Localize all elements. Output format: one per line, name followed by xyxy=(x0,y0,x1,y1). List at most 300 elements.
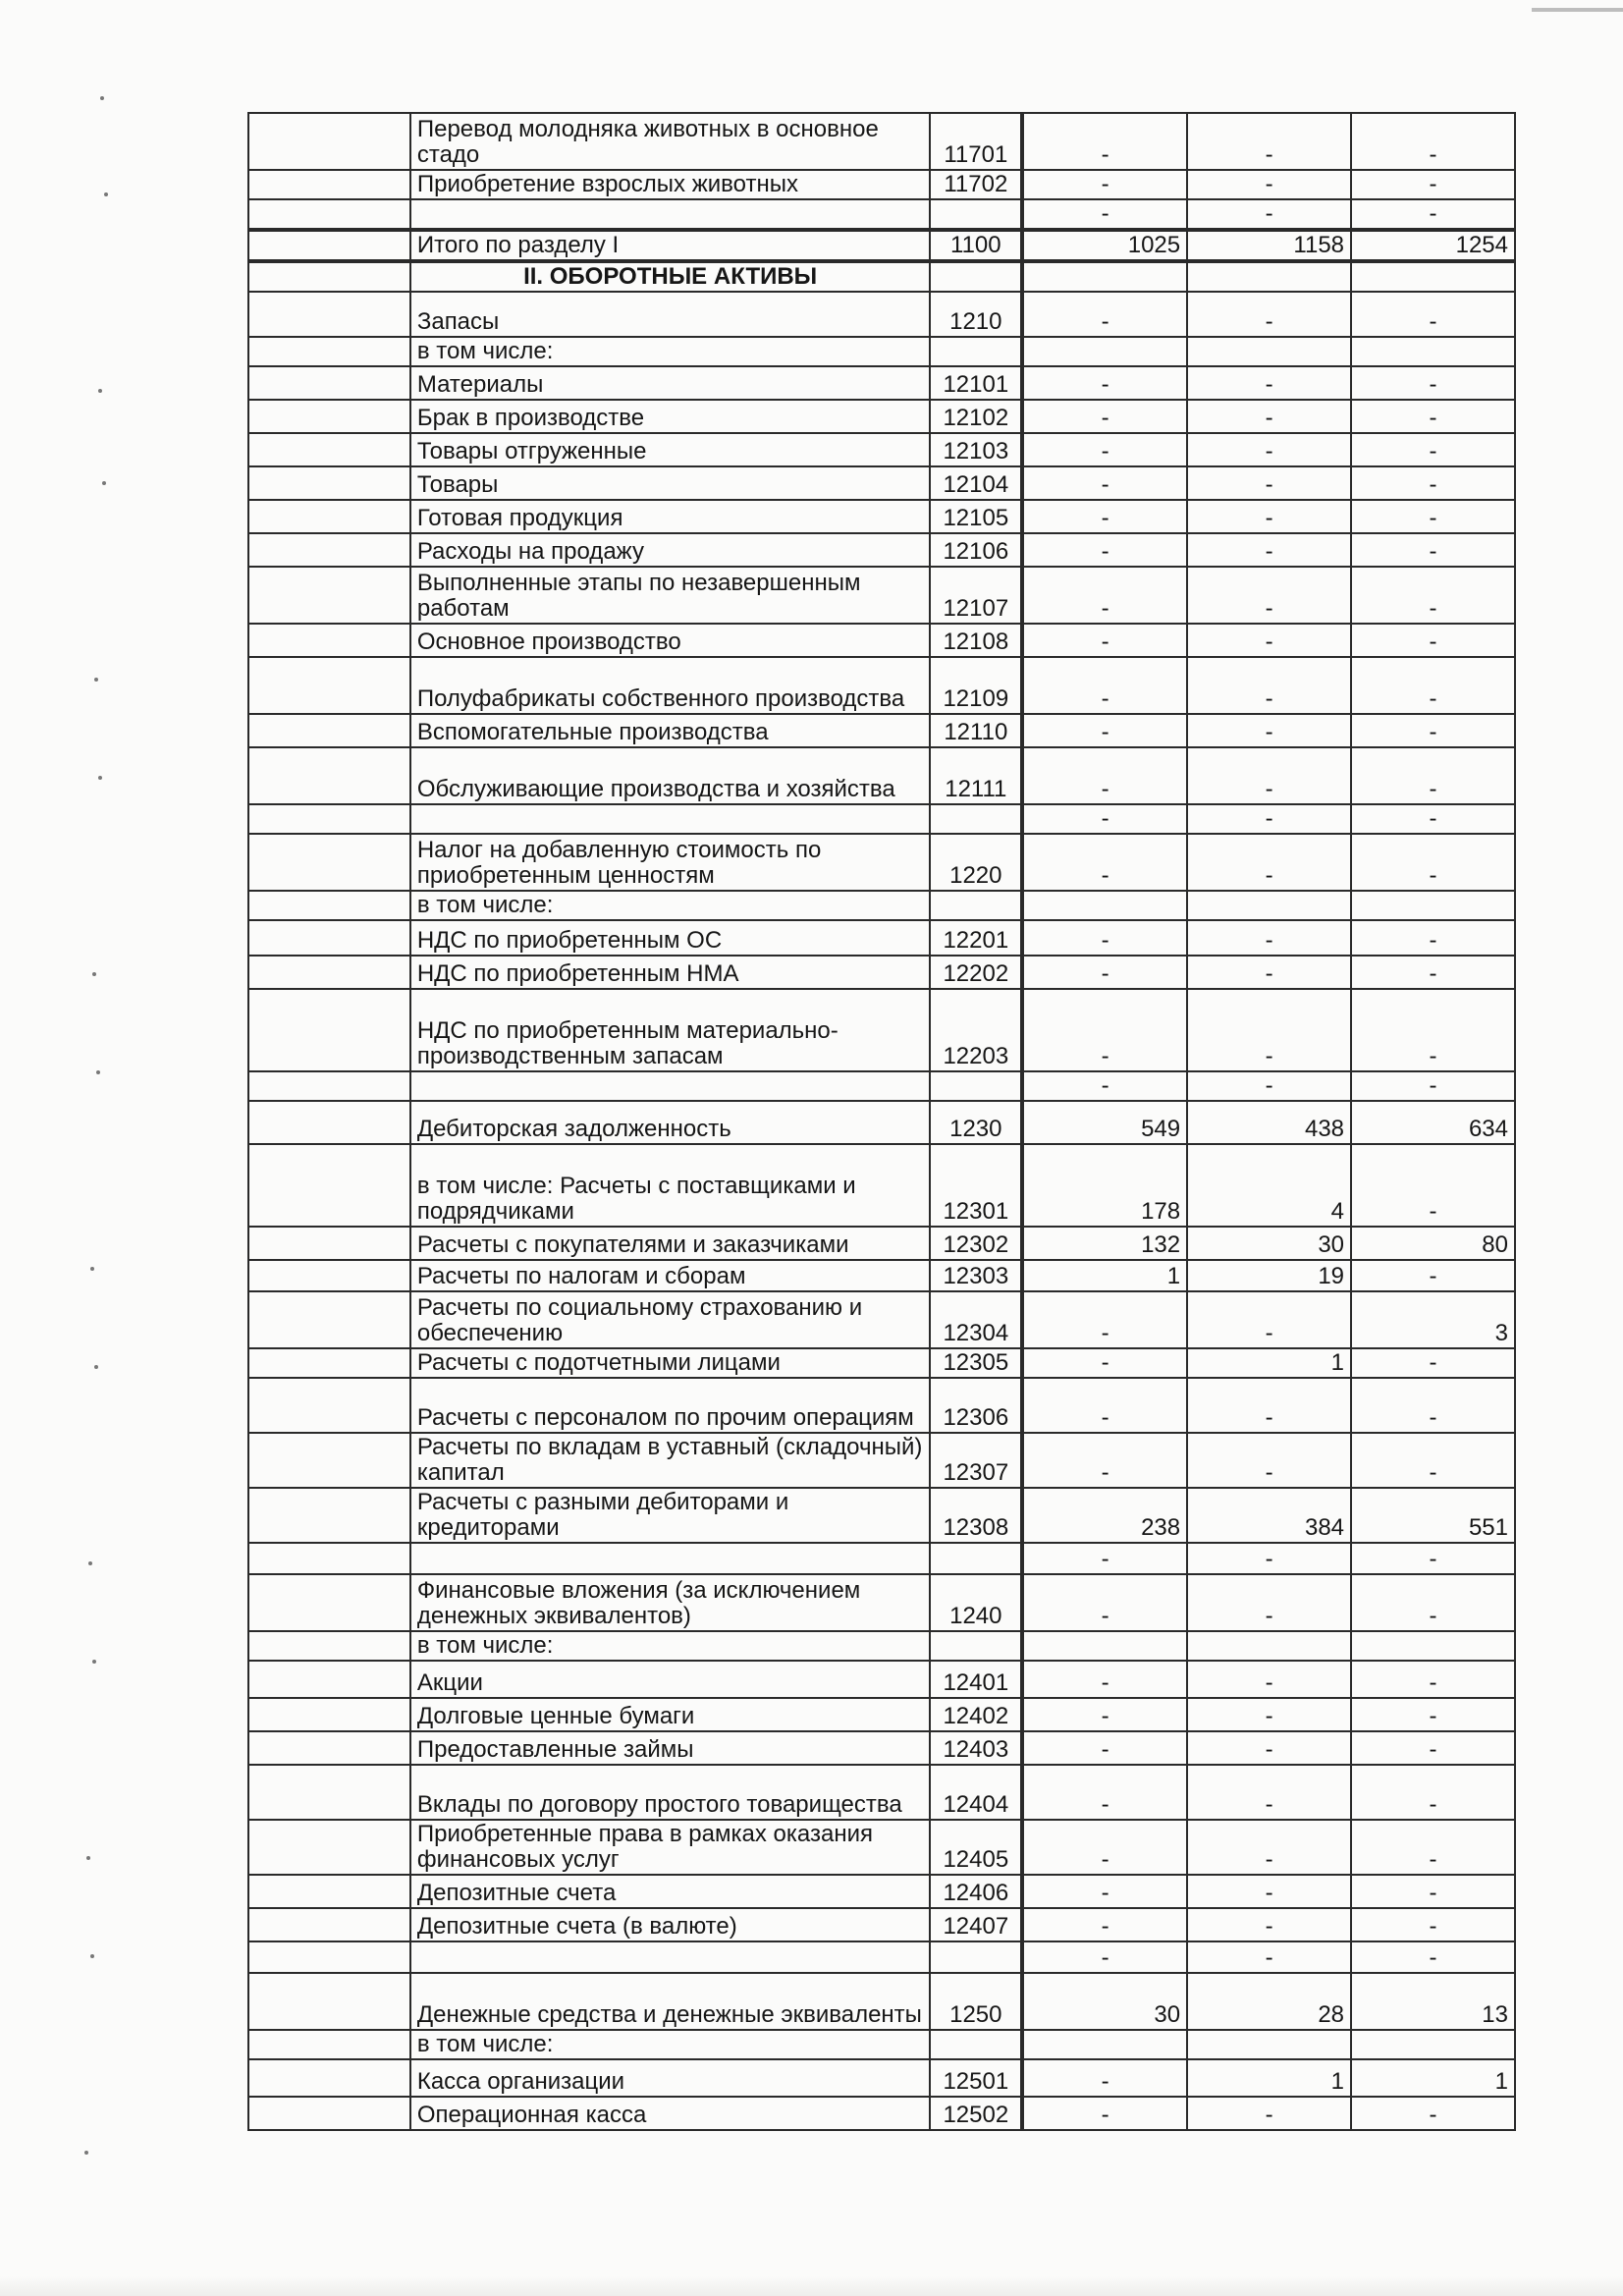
value-cell-2: - xyxy=(1187,1941,1351,1973)
left-margin-cell xyxy=(248,1348,410,1378)
table-row xyxy=(248,1488,1515,1543)
binding-hole xyxy=(90,1267,94,1271)
row-code: 1210 xyxy=(930,292,1022,337)
row-label: Обслуживающие производства и хозяйства xyxy=(410,747,931,804)
balance-sheet-rows xyxy=(248,113,1515,2130)
row-code xyxy=(930,1941,1022,1973)
value-cell-2: 384 xyxy=(1187,1488,1351,1543)
table-row xyxy=(248,1291,1515,1348)
row-label: Полуфабрикаты собственного производства xyxy=(410,657,931,714)
value-cell-1: - xyxy=(1022,1765,1187,1820)
value-cell-3: - xyxy=(1351,466,1515,500)
row-code: 12501 xyxy=(930,2059,1022,2097)
left-margin-cell xyxy=(248,1631,410,1661)
row-code: 12403 xyxy=(930,1731,1022,1765)
row-label: Долговые ценные бумаги xyxy=(410,1698,931,1731)
table-row xyxy=(248,834,1515,891)
binding-hole xyxy=(96,1070,100,1074)
row-code: 12103 xyxy=(930,433,1022,466)
value-cell-3: 3 xyxy=(1351,1291,1515,1348)
table-row xyxy=(248,466,1515,500)
value-cell-1: - xyxy=(1022,366,1187,400)
value-cell-1: - xyxy=(1022,989,1187,1071)
left-margin-cell xyxy=(248,891,410,920)
value-cell-2: - xyxy=(1187,1661,1351,1698)
left-margin-cell xyxy=(248,1908,410,1941)
row-code: 12502 xyxy=(930,2097,1022,2130)
row-code: 12105 xyxy=(930,500,1022,533)
left-margin-cell xyxy=(248,1291,410,1348)
row-code: 12306 xyxy=(930,1378,1022,1433)
value-cell-1: - xyxy=(1022,500,1187,533)
row-code: 12104 xyxy=(930,466,1022,500)
value-cell-1: - xyxy=(1022,1908,1187,1941)
row-label: Запасы xyxy=(410,292,931,337)
row-label: Депозитные счета (в валюте) xyxy=(410,1908,931,1941)
value-cell-2: - xyxy=(1187,747,1351,804)
row-label: Депозитные счета xyxy=(410,1875,931,1908)
row-code xyxy=(930,1631,1022,1661)
value-cell-3: - xyxy=(1351,1348,1515,1378)
value-cell-1: - xyxy=(1022,113,1187,170)
value-cell-1 xyxy=(1022,337,1187,366)
left-margin-cell xyxy=(248,2030,410,2059)
value-cell-2: - xyxy=(1187,1820,1351,1875)
value-cell-3: - xyxy=(1351,1765,1515,1820)
value-cell-3: - xyxy=(1351,567,1515,624)
value-cell-2: 4 xyxy=(1187,1144,1351,1227)
row-code: 1230 xyxy=(930,1101,1022,1144)
value-cell-3: - xyxy=(1351,834,1515,891)
table-row xyxy=(248,1908,1515,1941)
value-cell-2: - xyxy=(1187,1908,1351,1941)
value-cell-3: - xyxy=(1351,1661,1515,1698)
value-cell-2: - xyxy=(1187,1574,1351,1631)
value-cell-3: - xyxy=(1351,1875,1515,1908)
value-cell-1: 238 xyxy=(1022,1488,1187,1543)
left-margin-cell xyxy=(248,1227,410,1260)
value-cell-2: - xyxy=(1187,500,1351,533)
value-cell-1: - xyxy=(1022,1820,1187,1875)
value-cell-3: - xyxy=(1351,1941,1515,1973)
value-cell-3: - xyxy=(1351,366,1515,400)
left-margin-cell xyxy=(248,1973,410,2030)
scan-bottom-shadow xyxy=(0,2276,1623,2296)
value-cell-3: 80 xyxy=(1351,1227,1515,1260)
table-row xyxy=(248,714,1515,747)
binding-hole xyxy=(92,1660,96,1664)
row-code xyxy=(930,1543,1022,1574)
value-cell-1: 549 xyxy=(1022,1101,1187,1144)
value-cell-1: - xyxy=(1022,1875,1187,1908)
table-row xyxy=(248,657,1515,714)
value-cell-2: 1 xyxy=(1187,1348,1351,1378)
value-cell-2: - xyxy=(1187,834,1351,891)
table-row xyxy=(248,1433,1515,1488)
value-cell-3: - xyxy=(1351,1260,1515,1291)
left-margin-cell xyxy=(248,1875,410,1908)
value-cell-3: - xyxy=(1351,747,1515,804)
value-cell-3 xyxy=(1351,891,1515,920)
value-cell-3: - xyxy=(1351,199,1515,230)
left-margin-cell xyxy=(248,1941,410,1973)
left-margin-cell xyxy=(248,834,410,891)
value-cell-2: - xyxy=(1187,433,1351,466)
left-margin-cell xyxy=(248,956,410,989)
table-row xyxy=(248,2059,1515,2097)
row-label: Расчеты по вкладам в уставный (складочный) капитал xyxy=(410,1433,931,1488)
value-cell-2: - xyxy=(1187,292,1351,337)
row-label: НДС по приобретенным НМА xyxy=(410,956,931,989)
value-cell-1: - xyxy=(1022,1291,1187,1348)
left-margin-cell xyxy=(248,366,410,400)
row-label: в том числе: xyxy=(410,891,931,920)
table-row xyxy=(248,533,1515,567)
value-cell-2: - xyxy=(1187,624,1351,657)
left-margin-cell xyxy=(248,1101,410,1144)
binding-hole xyxy=(100,96,104,100)
left-margin-cell xyxy=(248,1765,410,1820)
left-margin-cell xyxy=(248,1071,410,1101)
row-label: Итого по разделу I xyxy=(410,230,931,261)
left-margin-cell xyxy=(248,261,410,292)
table-row xyxy=(248,1765,1515,1820)
row-label: в том числе: xyxy=(410,337,931,366)
left-margin-cell xyxy=(248,1731,410,1765)
value-cell-1: - xyxy=(1022,657,1187,714)
value-cell-2: - xyxy=(1187,989,1351,1071)
value-cell-1: - xyxy=(1022,747,1187,804)
table-row xyxy=(248,1973,1515,2030)
row-label: Вспомогательные производства xyxy=(410,714,931,747)
value-cell-2: - xyxy=(1187,956,1351,989)
value-cell-3: - xyxy=(1351,1543,1515,1574)
left-margin-cell xyxy=(248,920,410,956)
value-cell-1: - xyxy=(1022,292,1187,337)
value-cell-2: - xyxy=(1187,2097,1351,2130)
left-margin-cell xyxy=(248,1820,410,1875)
value-cell-1: - xyxy=(1022,466,1187,500)
row-code: 12307 xyxy=(930,1433,1022,1488)
left-margin-cell xyxy=(248,170,410,199)
value-cell-2: - xyxy=(1187,199,1351,230)
left-margin-cell xyxy=(248,714,410,747)
row-label: Материалы xyxy=(410,366,931,400)
value-cell-3 xyxy=(1351,337,1515,366)
section-title: II. ОБОРОТНЫЕ АКТИВЫ xyxy=(410,261,931,292)
row-label: в том числе: xyxy=(410,1631,931,1661)
left-margin-cell xyxy=(248,1698,410,1731)
binding-hole xyxy=(86,1856,90,1860)
left-margin-cell xyxy=(248,1144,410,1227)
value-cell-3: 13 xyxy=(1351,1973,1515,2030)
table-row xyxy=(248,366,1515,400)
left-margin-cell xyxy=(248,989,410,1071)
row-label: НДС по приобретенным материально-производственным запасам xyxy=(410,989,931,1071)
row-code: 12308 xyxy=(930,1488,1022,1543)
left-margin-cell xyxy=(248,804,410,834)
value-cell-2: - xyxy=(1187,366,1351,400)
left-margin-cell xyxy=(248,747,410,804)
value-cell-1: - xyxy=(1022,1543,1187,1574)
table-row xyxy=(248,891,1515,920)
table-row xyxy=(248,1631,1515,1661)
row-label: Операционная касса xyxy=(410,2097,931,2130)
row-label: Товары отгруженные xyxy=(410,433,931,466)
row-label: Денежные средства и денежные эквиваленты xyxy=(410,1973,931,2030)
row-code: 1250 xyxy=(930,1973,1022,2030)
binding-hole xyxy=(98,389,102,393)
value-cell-3: - xyxy=(1351,920,1515,956)
left-margin-cell xyxy=(248,1433,410,1488)
value-cell-3: - xyxy=(1351,500,1515,533)
row-code: 12109 xyxy=(930,657,1022,714)
row-code: 12101 xyxy=(930,366,1022,400)
row-label xyxy=(410,1071,931,1101)
row-label: Брак в производстве xyxy=(410,400,931,433)
row-code: 12202 xyxy=(930,956,1022,989)
value-cell-2: - xyxy=(1187,1698,1351,1731)
row-code: 12404 xyxy=(930,1765,1022,1820)
table-row xyxy=(248,1698,1515,1731)
value-cell-1: - xyxy=(1022,199,1187,230)
row-code: 12108 xyxy=(930,624,1022,657)
value-cell-1: - xyxy=(1022,2097,1187,2130)
left-margin-cell xyxy=(248,533,410,567)
row-label: Акции xyxy=(410,1661,931,1698)
left-margin-cell xyxy=(248,199,410,230)
table-row xyxy=(248,1574,1515,1631)
row-label: Расчеты с персоналом по прочим операциям xyxy=(410,1378,931,1433)
row-code xyxy=(930,199,1022,230)
value-cell-3: 551 xyxy=(1351,1488,1515,1543)
value-cell-1: 1 xyxy=(1022,1260,1187,1291)
row-code: 12407 xyxy=(930,1908,1022,1941)
value-cell-1: - xyxy=(1022,920,1187,956)
value-cell-1: - xyxy=(1022,624,1187,657)
row-label: Товары xyxy=(410,466,931,500)
row-label: Расчеты с покупателями и заказчиками xyxy=(410,1227,931,1260)
empty-cell xyxy=(930,261,1022,292)
row-code: 12203 xyxy=(930,989,1022,1071)
row-code: 12302 xyxy=(930,1227,1022,1260)
value-cell-2: - xyxy=(1187,657,1351,714)
left-margin-cell xyxy=(248,500,410,533)
value-cell-3 xyxy=(1351,1631,1515,1661)
empty-cell xyxy=(1187,261,1351,292)
row-code: 12401 xyxy=(930,1661,1022,1698)
value-cell-1: - xyxy=(1022,1574,1187,1631)
value-cell-1: 1025 xyxy=(1022,230,1187,261)
table-row xyxy=(248,624,1515,657)
row-label: Финансовые вложения (за исключением денежных эквивалентов) xyxy=(410,1574,931,1631)
binding-hole xyxy=(84,2151,88,2155)
value-cell-3: - xyxy=(1351,1731,1515,1765)
row-label: Вклады по договору простого товарищества xyxy=(410,1765,931,1820)
row-code xyxy=(930,2030,1022,2059)
table-row xyxy=(248,230,1515,261)
value-cell-3: - xyxy=(1351,2097,1515,2130)
left-margin-cell xyxy=(248,292,410,337)
value-cell-3: - xyxy=(1351,1820,1515,1875)
table-row xyxy=(248,199,1515,230)
left-margin-cell xyxy=(248,230,410,261)
row-label: Расчеты с разными дебиторами и кредиторами xyxy=(410,1488,931,1543)
value-cell-1: - xyxy=(1022,1941,1187,1973)
row-label: в том числе: Расчеты с поставщиками и подрядчиками xyxy=(410,1144,931,1227)
row-label xyxy=(410,804,931,834)
row-label: Приобретение взрослых животных xyxy=(410,170,931,199)
value-cell-1: - xyxy=(1022,834,1187,891)
left-margin-cell xyxy=(248,624,410,657)
value-cell-1: - xyxy=(1022,1433,1187,1488)
value-cell-3: - xyxy=(1351,170,1515,199)
value-cell-3: - xyxy=(1351,657,1515,714)
value-cell-1: - xyxy=(1022,1661,1187,1698)
value-cell-3: 634 xyxy=(1351,1101,1515,1144)
table-row xyxy=(248,1731,1515,1765)
value-cell-3: - xyxy=(1351,956,1515,989)
left-margin-cell xyxy=(248,657,410,714)
table-row xyxy=(248,1378,1515,1433)
row-code: 12107 xyxy=(930,567,1022,624)
value-cell-1 xyxy=(1022,2030,1187,2059)
left-margin-cell xyxy=(248,1661,410,1698)
table-row xyxy=(248,113,1515,170)
row-label: Касса организации xyxy=(410,2059,931,2097)
value-cell-2: - xyxy=(1187,1543,1351,1574)
table-row xyxy=(248,1348,1515,1378)
value-cell-3: - xyxy=(1351,533,1515,567)
row-code: 12301 xyxy=(930,1144,1022,1227)
row-label xyxy=(410,199,931,230)
table-row xyxy=(248,337,1515,366)
value-cell-2: 19 xyxy=(1187,1260,1351,1291)
row-label: Предоставленные займы xyxy=(410,1731,931,1765)
value-cell-2: - xyxy=(1187,533,1351,567)
value-cell-2: 30 xyxy=(1187,1227,1351,1260)
value-cell-3: - xyxy=(1351,1144,1515,1227)
left-margin-cell xyxy=(248,433,410,466)
value-cell-3: - xyxy=(1351,1908,1515,1941)
value-cell-2: - xyxy=(1187,804,1351,834)
left-margin-cell xyxy=(248,1574,410,1631)
value-cell-1: - xyxy=(1022,1348,1187,1378)
table-row xyxy=(248,1941,1515,1973)
table-row xyxy=(248,2097,1515,2130)
value-cell-1: - xyxy=(1022,533,1187,567)
value-cell-2: - xyxy=(1187,1731,1351,1765)
balance-sheet-table xyxy=(247,112,1516,2131)
table-row xyxy=(248,1227,1515,1260)
value-cell-2: - xyxy=(1187,1291,1351,1348)
binding-hole xyxy=(92,972,96,976)
row-code xyxy=(930,804,1022,834)
binding-hole xyxy=(88,1561,92,1565)
value-cell-3: - xyxy=(1351,804,1515,834)
binding-hole xyxy=(98,776,102,780)
value-cell-1: - xyxy=(1022,956,1187,989)
row-code: 12405 xyxy=(930,1820,1022,1875)
value-cell-2: 438 xyxy=(1187,1101,1351,1144)
row-label xyxy=(410,1941,931,1973)
table-row xyxy=(248,747,1515,804)
table-row xyxy=(248,170,1515,199)
table-row xyxy=(248,567,1515,624)
table-row xyxy=(248,500,1515,533)
table-row xyxy=(248,920,1515,956)
binding-hole xyxy=(94,678,98,682)
table-row xyxy=(248,1661,1515,1698)
row-label: Основное производство xyxy=(410,624,931,657)
empty-cell xyxy=(1022,261,1187,292)
section-header-row xyxy=(248,261,1515,292)
value-cell-2: 1 xyxy=(1187,2059,1351,2097)
value-cell-3: - xyxy=(1351,624,1515,657)
value-cell-2: - xyxy=(1187,466,1351,500)
row-code: 12305 xyxy=(930,1348,1022,1378)
row-code: 12304 xyxy=(930,1291,1022,1348)
value-cell-2: - xyxy=(1187,1765,1351,1820)
binding-hole xyxy=(90,1954,94,1958)
left-margin-cell xyxy=(248,1543,410,1574)
table-row xyxy=(248,292,1515,337)
value-cell-2: - xyxy=(1187,400,1351,433)
row-label: Расчеты по социальному страхованию и обеспечению xyxy=(410,1291,931,1348)
row-code: 12201 xyxy=(930,920,1022,956)
value-cell-1 xyxy=(1022,1631,1187,1661)
value-cell-1: - xyxy=(1022,400,1187,433)
left-margin-cell xyxy=(248,2059,410,2097)
value-cell-3: - xyxy=(1351,400,1515,433)
value-cell-1: - xyxy=(1022,1731,1187,1765)
row-code xyxy=(930,337,1022,366)
value-cell-1: - xyxy=(1022,170,1187,199)
table-row xyxy=(248,1543,1515,1574)
table-row xyxy=(248,1260,1515,1291)
row-code xyxy=(930,891,1022,920)
left-margin-cell xyxy=(248,400,410,433)
value-cell-3: - xyxy=(1351,1433,1515,1488)
value-cell-1: - xyxy=(1022,1071,1187,1101)
value-cell-2 xyxy=(1187,337,1351,366)
value-cell-1: - xyxy=(1022,1378,1187,1433)
value-cell-2: 1158 xyxy=(1187,230,1351,261)
left-margin-cell xyxy=(248,113,410,170)
table-row xyxy=(248,1144,1515,1227)
value-cell-2: - xyxy=(1187,920,1351,956)
value-cell-1: 132 xyxy=(1022,1227,1187,1260)
value-cell-2 xyxy=(1187,2030,1351,2059)
table-row xyxy=(248,956,1515,989)
value-cell-1: 30 xyxy=(1022,1973,1187,2030)
value-cell-1 xyxy=(1022,891,1187,920)
table-row xyxy=(248,400,1515,433)
table-row xyxy=(248,989,1515,1071)
row-code: 12106 xyxy=(930,533,1022,567)
row-label: Выполненные этапы по незавершенным работам xyxy=(410,567,931,624)
left-margin-cell xyxy=(248,466,410,500)
table-row xyxy=(248,433,1515,466)
row-label: Расчеты с подотчетными лицами xyxy=(410,1348,931,1378)
value-cell-2: - xyxy=(1187,1433,1351,1488)
value-cell-3 xyxy=(1351,2030,1515,2059)
value-cell-1: - xyxy=(1022,714,1187,747)
value-cell-3: - xyxy=(1351,1378,1515,1433)
row-code: 12406 xyxy=(930,1875,1022,1908)
row-label xyxy=(410,1543,931,1574)
left-margin-cell xyxy=(248,1488,410,1543)
